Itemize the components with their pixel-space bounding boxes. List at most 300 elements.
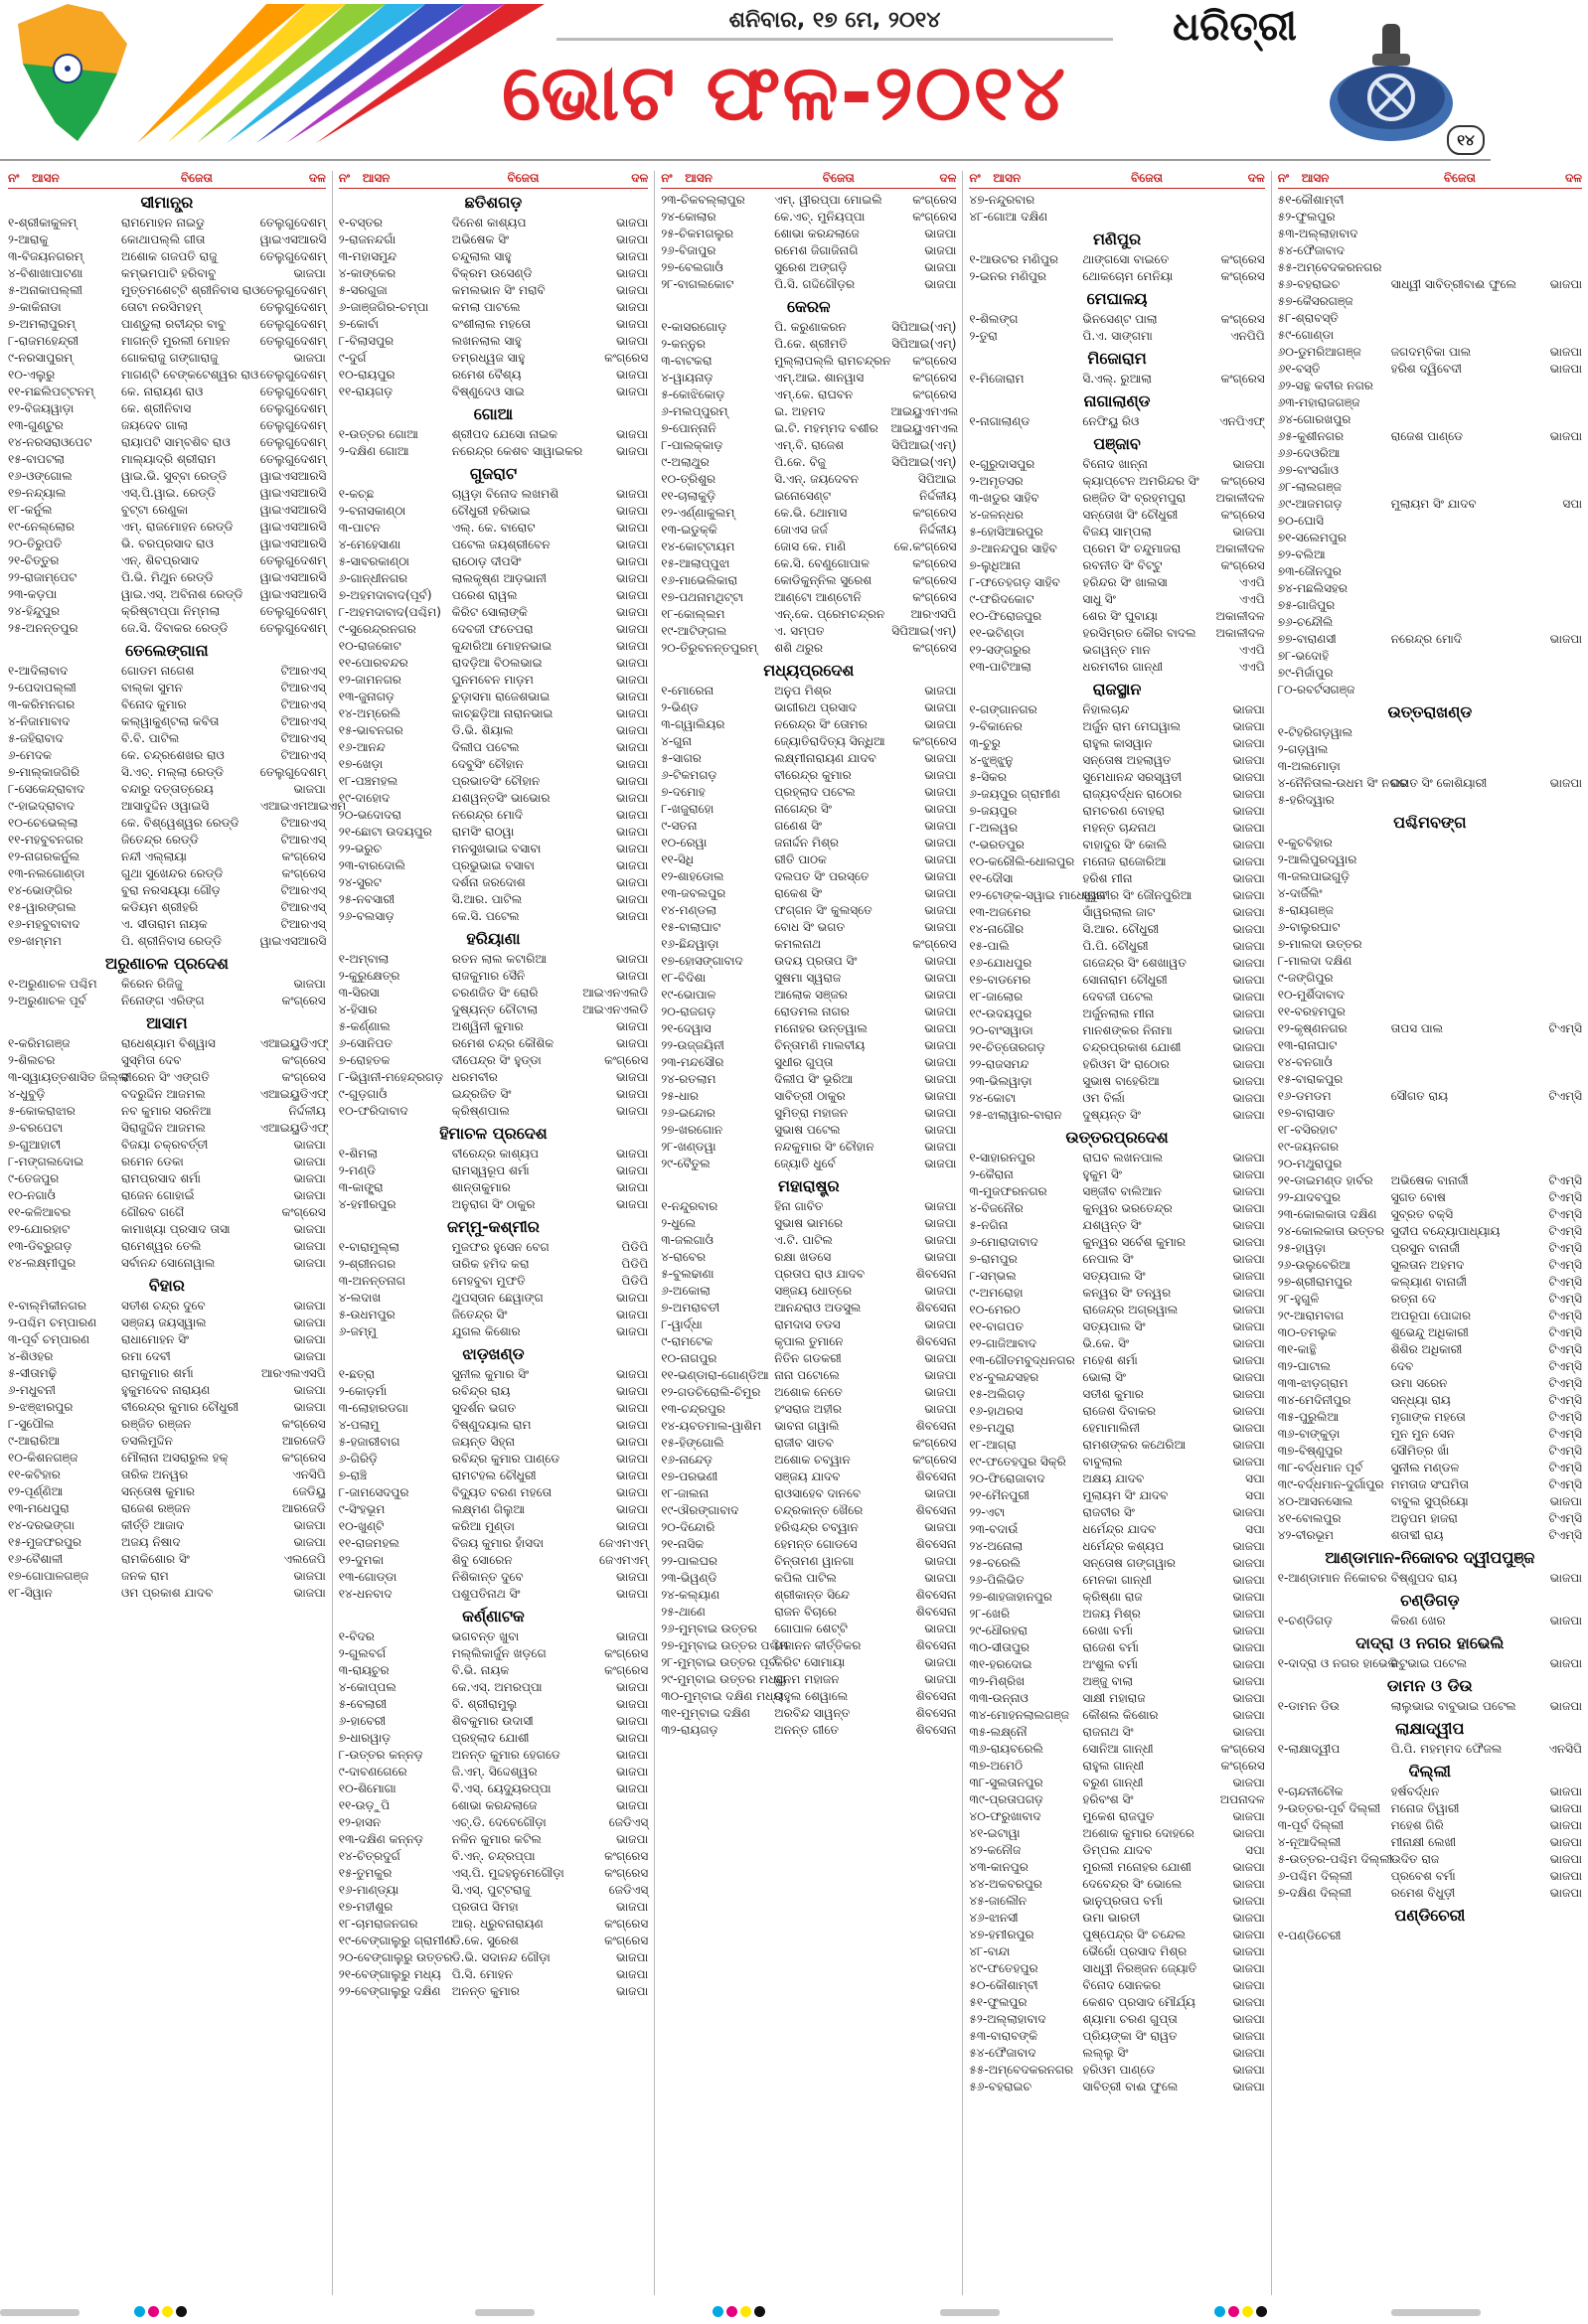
result-row — [661, 539, 956, 555]
winner-name: କୁନ୍ଦାରିଆ ମୋହନଭାଇ — [451, 639, 553, 653]
result-row — [1278, 987, 1582, 1004]
winner-name: ସୁବ୍ରତ ବକ୍ସି — [1390, 1207, 1454, 1221]
result-row — [661, 1637, 956, 1654]
party-name: ସପା — [1245, 1843, 1265, 1857]
party-name: ଭାଜପା — [293, 1188, 326, 1202]
state-heading: କେରଳ — [787, 297, 831, 316]
party-name: ଭାଜପା — [924, 1072, 957, 1086]
result-row — [8, 536, 326, 552]
result-row — [1278, 479, 1582, 496]
seat-name: ୧୪-ବୁଲନ୍ଦସହର — [969, 1370, 1039, 1384]
result-row — [339, 1848, 648, 1865]
party-name — [1516, 192, 1582, 209]
seat-name: ୧-ଗୁରୁଦାସପୁର — [969, 457, 1035, 471]
winner-name: ଶ୍ରୀପଦ ଯେସୋ ନାଇକ — [451, 427, 558, 441]
seat-name: ୮-ମାଲଦା ଦକ୍ଷିଣ — [1277, 954, 1352, 968]
seat-name: ୨-ଇନର ମଣିପୁର — [969, 269, 1046, 283]
result-row — [969, 1572, 1264, 1589]
party-name: ଭାଜପା — [616, 1291, 649, 1305]
seat-name: ୨୧-ବେଙ୍ଗାଲୁରୁ ମଧ୍ୟ — [338, 1967, 441, 1981]
winner-name — [1387, 1054, 1516, 1071]
winner-name: ସୁଖବୀର ସିଂ ଜୌନପୁରିଆ — [1082, 888, 1192, 902]
result-row — [661, 919, 956, 936]
party-name: ଭାଜପା — [616, 385, 649, 398]
seat-name: ୧୫-ତୁମକୁର — [338, 1866, 393, 1880]
header-seat: ଆସନ — [362, 171, 391, 185]
party-name: ଭାଜପା — [616, 283, 649, 297]
winner-name: ମନୋଜ ତିୱାରୀ — [1390, 1801, 1460, 1815]
seat-name: ୨୦-ମଥୁରାପୁର — [1277, 1157, 1343, 1170]
winner-name: ଲଖନଲାଲ ସାହୁ — [451, 334, 522, 348]
result-row — [969, 328, 1264, 345]
result-row — [8, 993, 326, 1009]
result-row — [661, 403, 959, 420]
seat-name: ୧୬-ଯୋଧପୁର — [969, 956, 1032, 970]
seat-name: ୨-ରାଜନନ୍ଦଗାଁ — [338, 232, 397, 246]
state-heading: ଜମ୍ମୁ-କଶ୍ମୀର — [446, 1217, 540, 1236]
seat-name: ୭-ଅହମଦାବାଦ(ପୂର୍ବ) — [338, 588, 432, 602]
seat-name: ୧୦-ଶିମୋଗା — [338, 1782, 397, 1795]
result-row — [661, 420, 959, 437]
party-name: ଭାଜପା — [616, 1070, 649, 1084]
winner-name: ଯଶୱନ୍ତସିଂ ଭାଭୋର — [451, 791, 551, 805]
winner-name: ରମା ଦେବୀ — [121, 1349, 171, 1363]
seat-name: ୪-ରାବେର — [661, 1250, 707, 1264]
winner-name: ପଟେଲ ଜୟଶ୍ରୀବେନ — [451, 538, 551, 551]
party-name: କଂଗ୍ରେସ — [604, 1866, 649, 1880]
party-name: ଭାଜପା — [1232, 821, 1265, 835]
party-name — [1516, 411, 1582, 428]
winner-name: ସାଧ୍ୱୀ ସାବିତ୍ରୀବାଈ ଫୁଲେ — [1390, 277, 1516, 291]
winner-name — [1387, 192, 1516, 209]
seat-name: ୧୧-ପୋରବନ୍ଦର — [338, 656, 408, 670]
seat-name: ୭୪-ମଛଲିସହର — [1277, 581, 1349, 595]
result-row — [339, 1383, 648, 1400]
winner-name: ପ୍ରେମ ସିଂ ଚନ୍ଦୁମାଜରା — [1082, 542, 1182, 555]
result-row — [8, 1137, 326, 1154]
winner-name: ଏ. ସୀତାରାମ ନାୟକ — [121, 917, 208, 931]
winner-name: ମାଲ୍ୟାଦ୍ରି ଶ୍ରୀରାମ — [121, 452, 217, 466]
result-row — [339, 790, 648, 807]
seat-name: ୧୦-ରାୟପୁର — [338, 368, 396, 382]
seat-name: ୨-ଶିଲଚର — [8, 1053, 56, 1067]
winner-name: ମୁତ୍ତମଶେଟ୍ଟି ଶ୍ରୀନିବାସ ରାଓ — [121, 283, 260, 297]
result-row — [8, 248, 326, 265]
result-row — [339, 722, 648, 739]
seat-name: ୭୭-ବାରାଣସୀ — [1277, 632, 1337, 646]
party-name: ଭାଜପା — [1232, 1286, 1265, 1300]
result-row — [1278, 1460, 1582, 1476]
winner-name — [1387, 987, 1516, 1004]
winner-name: ଚୁଡ଼ାସମା ରାଜେଶଭାଇ — [451, 690, 551, 703]
seat-name: ୨-ଦକ୍ଷିଣ ଗୋଆ — [338, 444, 409, 458]
result-row — [661, 1266, 956, 1283]
seat-name: ୨୩-ବଦାଉଁ — [969, 1522, 1019, 1536]
seat-name: ୧୦-ରେୱା — [661, 836, 708, 850]
result-row — [339, 841, 648, 857]
winner-name — [1387, 1071, 1516, 1088]
seat-name: ୫୬-ବହରାଇଚ — [1277, 277, 1341, 291]
result-row — [969, 904, 1264, 921]
party-name: ଟିଏମ୍ସି — [1548, 1376, 1582, 1390]
seat-name: ୧୭-ମଥୁରା — [969, 1421, 1015, 1435]
winner-name: ରଞ୍ଜିତ ରଞ୍ଜନ — [121, 1417, 192, 1431]
party-name: ତେଲୁଗୁଦେଶମ୍ — [259, 300, 327, 314]
result-row — [661, 1401, 956, 1418]
seat-name: ୧୪-ଦରଭଙ୍ଗା — [8, 1518, 75, 1532]
result-row — [8, 764, 326, 781]
party-name: ଭାଜପା — [924, 1233, 957, 1247]
result-row — [8, 1187, 326, 1204]
winner-name: ହରିଶ ଦ୍ୱିବେଦୀ — [1390, 362, 1462, 376]
state-heading: ନାଗାଲାଣ୍ଡ — [1083, 391, 1151, 410]
result-row — [339, 874, 648, 891]
winner-name: ଜି.ଏମ୍. ସିଦ୍ଦେଶ୍ୱର — [451, 1765, 538, 1779]
result-row — [339, 1069, 648, 1086]
winner-name — [1387, 970, 1516, 987]
party-name — [1516, 792, 1582, 809]
winner-name: ମନୋହର ଉନ୍ତୱାଲ — [774, 1021, 868, 1035]
seat-name: ୨୩-ମନ୍ଦସୌର — [661, 1055, 724, 1069]
seat-name: ୧-ଟିହରିଗଡ଼ୱାଲ — [1277, 725, 1353, 739]
winner-name: ସାଁୱରଲାଲ ଜାଟ — [1082, 905, 1156, 919]
winner-name: ସି.ଏସ୍. ପୁଟ୍ଟରାଜୁ — [451, 1883, 531, 1897]
seat-name: ୭-ରାଞ୍ଚି — [338, 1469, 368, 1482]
winner-name: ତାପସ ପାଲ — [1390, 1021, 1444, 1035]
result-row — [969, 209, 1264, 226]
result-row — [8, 1298, 326, 1315]
seat-name: ୪୭-ହମୀରପୁର — [969, 1928, 1034, 1941]
winner-name: ନଟୁଭାଇ ପଟେଲ — [1390, 1656, 1468, 1670]
winner-name: କୋଥାପଲ୍ଲି ଗୀତା — [121, 232, 206, 246]
result-row — [661, 801, 956, 818]
party-name: କଂଗ୍ରେସ — [912, 371, 957, 385]
winner-name: ବୀରେନ ସିଂ ଏଙ୍ଗତି — [121, 1070, 210, 1084]
seat-name: ୧୨-ସଙ୍ଗରୁର — [969, 643, 1032, 657]
party-name: କଂଗ୍ରେସ — [1220, 252, 1265, 266]
seat-name: ୨-ଉତ୍ତର-ପୂର୍ବ ଦିଲ୍ଲୀ — [1277, 1801, 1381, 1815]
result-row — [339, 570, 648, 587]
result-row — [969, 1285, 1264, 1302]
party-name: ତେଲୁଗୁଦେଶମ୍ — [259, 216, 327, 230]
winner-name: ରାମସ୍ୱରୂପ ଶର୍ମା — [451, 1163, 530, 1177]
seat-name: ୭-ପୋନ୍ନାନି — [661, 421, 716, 435]
column-header — [969, 171, 1264, 189]
party-name: ଭାଜପା — [1232, 1252, 1265, 1266]
party-name: ଟିଏମ୍ସି — [1548, 1325, 1582, 1339]
winner-name: କୁନ୍ୱର ଭରତେନ୍ଦ୍ର — [1082, 1201, 1173, 1215]
seat-name: ୭-ଜୟପୁର — [969, 804, 1018, 818]
party-name — [1516, 614, 1582, 631]
winner-name: ପି.କେ. ଶ୍ରୀମତି — [774, 337, 848, 351]
party-name — [1516, 1004, 1582, 1020]
results-column — [333, 171, 655, 2295]
seat-name: ୫୯-ଗୋଣ୍ଡା — [1277, 328, 1335, 342]
party-name: ତେଲୁଗୁଦେଶମ୍ — [259, 385, 327, 398]
column-header — [661, 171, 956, 189]
winner-name: ଅଶୋକ କୁମାର ଦୋହରେ — [1082, 1826, 1194, 1840]
winner-name: ରମେଶ ବିଧୁଡ଼ୀ — [1390, 1886, 1456, 1900]
party-name: ଭାଜପା — [924, 684, 957, 697]
party-name: ସପା — [1245, 1472, 1265, 1485]
seat-name: ୩୬-ରାୟବରେଲି — [969, 1742, 1043, 1756]
seat-name: ୧୫-ଆଲାପ୍ପୁଝା — [661, 556, 730, 570]
party-name: ଭାଜପା — [1549, 1869, 1582, 1883]
seat-name: ୨-ଭିଣ୍ଡ — [661, 700, 699, 714]
result-row — [8, 282, 326, 299]
party-name: ଭାଜପା — [293, 782, 326, 796]
result-row — [661, 1367, 956, 1384]
winner-name: ହର୍ଷବର୍ଦ୍ଧନ — [1390, 1784, 1440, 1798]
winner-name: ପି.କେ. ବିଜୁ — [774, 455, 826, 469]
seat-name: ୬-କାକିନାଡା — [8, 300, 62, 314]
winner-name: ଅନୁରାଗ ସିଂ ଠାକୁର — [451, 1197, 536, 1211]
result-row — [1278, 614, 1582, 631]
result-row — [969, 1504, 1264, 1521]
result-row — [1278, 259, 1582, 276]
result-row — [339, 1323, 648, 1340]
party-name: ଭାଜପା — [924, 852, 957, 866]
party-name: ଟିଆରଏସ୍ — [280, 681, 326, 695]
party-name: କଂଗ୍ରେସ — [912, 937, 957, 951]
seat-name: ୩୨-ଘାଟାଲ — [1277, 1359, 1331, 1373]
winner-name: କରିଆ ମୁଣ୍ଡା — [451, 1519, 515, 1533]
seat-name: ୨୦-ରାଜଗଡ଼ — [661, 1005, 716, 1018]
party-name: ଆରଏଲଏସପି — [260, 1366, 326, 1380]
party-name: ପିଡିପି — [621, 1257, 649, 1271]
seat-name: ୧୯-ଦାହୋଦ — [338, 791, 391, 805]
party-name: ଭାଜପା — [616, 673, 649, 687]
party-name — [1516, 597, 1582, 614]
result-row — [339, 520, 648, 537]
result-row — [8, 1069, 326, 1086]
seat-name: ୧-ସାହାରନପୁର — [969, 1151, 1035, 1164]
result-row — [339, 621, 648, 638]
seat-name: ୨୦-ତିରୁବନନ୍ତପୁରମ୍ — [661, 641, 758, 655]
party-name: କଂଗ୍ରେସ — [912, 210, 957, 224]
result-row — [339, 1086, 648, 1103]
seat-name: ୧୬-ଓଙ୍ଗୋଲ — [8, 469, 73, 483]
result-row — [661, 1088, 956, 1105]
winner-name: ଗଜାନନ କୀର୍ତ୍ତିକର — [774, 1638, 862, 1652]
header-number: ନଂ — [969, 171, 981, 185]
result-row — [8, 713, 326, 730]
party-name — [1516, 682, 1582, 698]
winner-name — [1387, 919, 1516, 936]
winner-name: ଦର୍ଶନା ଜରଦୋଶ — [451, 875, 526, 889]
result-row — [8, 798, 347, 815]
seat-name: ୫-କୋଝିକୋଡ଼ — [661, 387, 725, 401]
winner-name: ଭାନୁପ୍ରତାପ ବର୍ମା — [1082, 1894, 1164, 1908]
party-name — [1516, 242, 1582, 259]
seat-name: ୧୪-ନାଗୌର — [969, 922, 1025, 936]
party-name: ଭାଜପା — [924, 1038, 957, 1052]
seat-name: ୧୮-ଜାଲୋର — [969, 990, 1024, 1004]
result-row — [969, 1842, 1264, 1859]
result-row — [339, 1417, 648, 1434]
result-row — [8, 1315, 326, 1331]
seat-name: ୬-ଜାଞ୍ଜଗିର-ଚମ୍ପା — [338, 300, 429, 314]
winner-name: ଜୋସ କେ. ମାଣି — [774, 540, 847, 553]
party-name: ଭାଜପା — [616, 1765, 649, 1779]
result-row — [339, 316, 648, 333]
result-row — [339, 1552, 648, 1569]
header-winner: ବିଜେତା — [507, 171, 540, 185]
seat-name: ୭୮-ଭଦୋହି — [1277, 649, 1330, 663]
party-name: ଭାଜପା — [616, 521, 649, 535]
result-row — [8, 849, 326, 865]
party-name: କଂଗ୍ରେସ — [912, 734, 957, 748]
party-name: କଂଗ୍ରେସ — [604, 1849, 649, 1863]
result-row — [8, 485, 326, 502]
result-row — [1278, 1240, 1582, 1257]
winner-name: ଜିତେନ୍ଦ୍ର ସିଂ — [451, 1308, 508, 1321]
winner-name: ବିଷ୍ଣୁଦୟାଲ ରାମ — [451, 1418, 532, 1432]
seat-name: ୧୬-ହାଥରସ — [969, 1404, 1024, 1418]
seat-name: ୧୬-ମାଣ୍ଡ୍ୟା — [338, 1883, 399, 1897]
state-heading: ପଶ୍ଚିମବଙ୍ଗ — [1393, 813, 1467, 832]
seat-name: ୨-କୈରାନା — [969, 1167, 1014, 1181]
winner-name: ଅନୁପମ ହାଜରା — [1390, 1511, 1458, 1525]
result-row — [339, 1679, 648, 1696]
winner-name: କେ. ଚନ୍ଦ୍ରଶେଖର ରାଓ — [121, 748, 225, 762]
seat-name: ୭-ଦମୋହ — [661, 785, 706, 799]
winner-name: ବୁରା ନରସୟ୍ୟା ଗୌଡ଼ — [121, 883, 221, 897]
party-name: ଭାଜପା — [616, 1163, 649, 1177]
result-row — [1278, 513, 1582, 530]
seat-name: ୪୫-ଜାଲୌନ — [969, 1894, 1028, 1908]
winner-name: ଶତାବ୍ଦୀ ରାୟ — [1390, 1528, 1444, 1542]
winner-name: ନିଶିକାନ୍ତ ଦୁବେ — [451, 1570, 524, 1584]
result-row — [339, 1797, 648, 1814]
winner-name: ଥାଙ୍ଗସୋ ବାଇତେ — [1082, 252, 1170, 266]
party-name: ଭାଜପା — [616, 1519, 649, 1533]
result-row — [339, 232, 648, 248]
results-column — [655, 171, 963, 2295]
header-number: ନଂ — [661, 171, 673, 185]
party-name: ଭାଜପା — [1232, 1556, 1265, 1570]
result-row — [969, 870, 1264, 887]
winner-name: ରାମଶଙ୍କର କଥେରିଆ — [1082, 1438, 1187, 1452]
party-name: ଭାଜପା — [1232, 1235, 1265, 1249]
party-name: ଭାଜପା — [924, 971, 957, 985]
seat-name: ୧୫-ଭାବନଗର — [338, 723, 403, 737]
seat-name: ୩୫-ପୁରୁଲିଆ — [1277, 1410, 1340, 1424]
result-row — [1278, 1341, 1582, 1358]
party-name: ଭାଜପା — [924, 920, 957, 934]
winner-name: ତାରିକ ହମିଦ କରା — [451, 1257, 530, 1271]
party-name: ଭାଜପା — [293, 1299, 326, 1313]
result-row — [1278, 530, 1582, 546]
party-name — [1199, 192, 1265, 209]
party-name: ଭାଜପା — [1549, 1835, 1582, 1849]
party-name: କେ.କଂଗ୍ରେସ — [893, 540, 957, 553]
seat-name: ୧୨-ହାସନ — [338, 1815, 382, 1829]
result-row — [1278, 885, 1582, 902]
seat-name: ୧୬-ଡମଡମ — [1277, 1089, 1332, 1103]
party-name: ଭାଜପା — [1232, 1776, 1265, 1789]
result-row — [339, 215, 648, 232]
winner-name: ରତନ ଲାଲ କଟାରିଆ — [451, 952, 548, 966]
winner-name: ନିହାଲଚାନ୍ଦ — [1082, 702, 1130, 716]
result-row — [339, 1052, 648, 1069]
winner-name: କ୍ୟାପ୍ଟେନ ଅମରିନ୍ଦର ସିଂ — [1082, 474, 1199, 488]
result-row — [661, 1317, 956, 1333]
winner-name: କମଲା ପାଟଲେ — [451, 300, 521, 314]
result-row — [661, 1350, 956, 1367]
seat-name: ୨୨-ପାଲଘର — [661, 1554, 718, 1568]
party-name — [1516, 530, 1582, 546]
result-row — [1278, 1358, 1582, 1375]
seat-name: ୬୦-ଡୁମରିଆଗଞ୍ଜ — [1277, 345, 1361, 359]
winner-name: ସୁମିତ୍ରା ମହାଜନ — [774, 1106, 849, 1120]
winner-name: ଗଜେନ୍ଦ୍ର ସିଂ ଶେଖାୱତ — [1082, 956, 1187, 970]
seat-name: ୧୩-ଡିବ୍ରୁଗଡ଼ — [8, 1239, 73, 1253]
party-name: ଭାଜପା — [924, 1089, 957, 1103]
seat-name: ୧୪-ମଣ୍ଡଲା — [661, 903, 717, 917]
seat-name: ୧-ଶିମଲା — [338, 1147, 378, 1161]
party-name: ଭାଜପା — [924, 1140, 957, 1154]
party-name — [1516, 852, 1582, 868]
party-name: ଭାଜପା — [1232, 1303, 1265, 1317]
party-name — [1516, 1054, 1582, 1071]
party-name: ଭାଜପା — [1232, 1057, 1265, 1071]
seat-name: ୧-ଆଦିଲାବାଦ — [8, 664, 69, 678]
winner-name: ନିନୋଙ୍ଗ ଏରିଙ୍ଗ — [121, 994, 205, 1007]
seat-name: ୨୩-ଭିୱଣ୍ଡି — [661, 1571, 717, 1585]
party-name: ୱାଇଏସଆରସି — [259, 503, 327, 517]
party-name — [1516, 1037, 1582, 1054]
winner-name: ଗୋଡମ ନାଗେଶ — [121, 664, 195, 678]
seat-name: ୧-ଆଣ୍ଡାମାନ ନିକୋବର — [1277, 1571, 1387, 1585]
party-name — [1516, 970, 1582, 987]
winner-name: ଏନ୍. ଶିବପ୍ରସାଦ — [121, 553, 200, 567]
winner-name: ବୋଧ ସିଂ ଭଗତ — [774, 920, 845, 934]
winner-name: ମୁଲ୍ଲାପଲ୍ଲି ରାମଚନ୍ଦ୍ରନ — [774, 354, 891, 368]
seat-name: ୧-ଉତ୍ତର ଗୋଆ — [338, 427, 418, 441]
seat-name: ୩-ସିରସା — [338, 986, 380, 1000]
seat-name: ୧୪-ଲକ୍ଷ୍ମୀପୁର — [8, 1256, 77, 1270]
winner-name: ଆର୍. ଧ୍ରୁବନାରାୟଣ — [451, 1917, 544, 1931]
result-row — [969, 1471, 1264, 1487]
seat-name: ୫-ରାୟଗଞ୍ଜ — [1277, 903, 1334, 917]
seat-name: ୨୮-ଖଣ୍ଡୱା — [661, 1140, 716, 1154]
seat-name: ୮-ସେକେନ୍ଦ୍ରାବାଦ — [8, 782, 85, 796]
party-name: ୱାଇଏସଆରସି — [259, 587, 327, 601]
party-name: ଭାଜପା — [924, 886, 957, 900]
winner-name — [1387, 953, 1516, 970]
winner-name: ମୁକେଶ ରାଜପୁତ — [1082, 1809, 1155, 1823]
party-name: ଭାଜପା — [924, 954, 957, 968]
party-name: ଭାଜପା — [924, 260, 957, 274]
party-name: ୱାଇଏସଆରସି — [259, 232, 327, 246]
winner-name: ଭୈରୋଁ ପ୍ରସାଦ ମିଶ୍ର — [1082, 1944, 1188, 1958]
seat-name: ୭-ଦକ୍ଷିଣ ଦିଲ୍ଲୀ — [1277, 1886, 1351, 1900]
party-name: ଭାଜପା — [1232, 2063, 1265, 2077]
seat-name: ୩୦-ସୀତାପୁର — [969, 1640, 1030, 1654]
party-name: କଂଗ୍ରେସ — [912, 641, 957, 655]
party-name: ଭାଜପା — [616, 1984, 649, 1998]
party-name: ଭାଜପା — [1232, 1370, 1265, 1384]
seat-name: ୬୮-ଲାଲଗଞ୍ଜ — [1277, 480, 1342, 494]
winner-name: ରାମକିଶୋର ସିଂ — [121, 1552, 190, 1566]
seat-name: ୩-ମହାସମୁନ୍ଦ — [338, 249, 397, 263]
result-row — [8, 1035, 329, 1052]
party-name: ଭାଜପା — [616, 1087, 649, 1101]
result-row — [8, 232, 326, 248]
seat-name: ୧୮-ସିୱାନ — [8, 1586, 53, 1600]
winner-name: ଦଲପତ ସିଂ ପରସ୍ତେ — [774, 869, 870, 883]
